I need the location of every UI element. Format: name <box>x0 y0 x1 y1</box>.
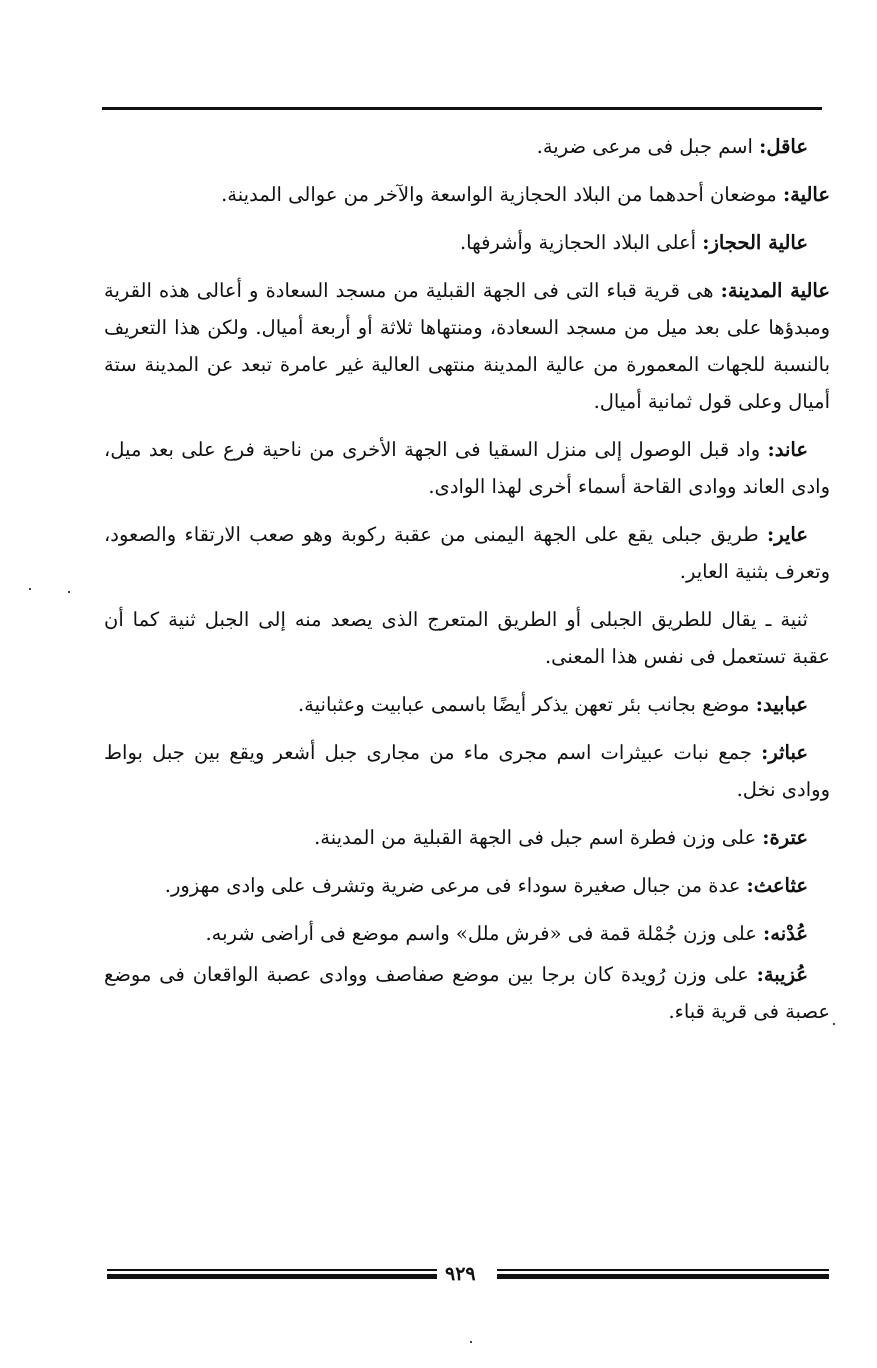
footer-rule-thin <box>107 1269 437 1271</box>
entry-anid <box>104 431 830 505</box>
scan-speck <box>68 591 70 593</box>
entry-athaith <box>104 867 830 904</box>
entry-definition: عدة من جبال صغيرة سوداء فى مرعى ضرية وتشرف على وادى مهزور. <box>164 874 747 897</box>
entry-aliyat-al-hijaz <box>104 224 830 261</box>
page-body <box>104 128 830 1041</box>
scan-speck <box>470 1341 472 1343</box>
entry-uzayba <box>104 956 830 1030</box>
entry-definition: موضع بجانب بئر تعهن يذكر أيضًا باسمى عبابيت وعثبانية. <box>297 693 756 716</box>
entry-definition: على وزن جُمْلة قمة فى «فرش ملل» واسم موضع فى أراضى شربه. <box>205 922 764 945</box>
entry-itra <box>104 819 830 856</box>
entry-definition: أعلى البلاد الحجازية وأشرفها. <box>459 231 703 254</box>
entry-term: عاقل: <box>759 135 808 158</box>
page-footer <box>107 1262 829 1286</box>
page-number: ٩٢٩ <box>445 1263 476 1285</box>
entry-term: عاند: <box>767 438 808 461</box>
entry-term: عترة: <box>762 826 808 849</box>
entry-definition: هى قرية قباء التى فى الجهة القبلية من مسجد السعادة و أعالى هذه القرية ومبدؤها على بعد ميل من مسجد السعادة، ومنتهاها ثلاثة أو أربعة أميال. ولكن هذا التعريف بالنسبة للجهات المعمورة من عالية المدينة منتهى العالية غير عامرة تبعد عن المدينة ستة أميال وعلى قول ثمانية أميال. <box>104 279 830 413</box>
entry-thaniya-note <box>104 601 830 675</box>
scan-speck <box>833 1023 835 1025</box>
entry-aqil <box>104 128 830 165</box>
entry-definition: اسم جبل فى مرعى ضرية. <box>536 135 760 158</box>
header-rule <box>102 107 822 110</box>
footer-rule-thin <box>497 1269 829 1271</box>
entry-term: عُزيبة: <box>756 963 808 986</box>
entry-definition: موضعان أحدهما من البلاد الحجازية الواسعة والآخر من عوالى المدينة. <box>221 183 783 206</box>
entry-udna <box>104 915 830 952</box>
entry-term: عبابيد: <box>755 693 808 716</box>
entry-aliya <box>104 176 830 213</box>
entry-ayir <box>104 516 830 590</box>
entry-term: عالية الحجاز: <box>702 231 808 254</box>
entry-ababid <box>104 686 830 723</box>
entry-definition: طريق جبلى يقع على الجهة اليمنى من عقبة ركوبة وهو صعب الارتقاء والصعود، وتعرف بثنية العاير. <box>104 523 830 583</box>
entry-term: عباثر: <box>761 741 808 764</box>
entry-term: عالية: <box>782 183 830 206</box>
entry-definition: على وزن فطرة اسم جبل فى الجهة القبلية من المدينة. <box>314 826 763 849</box>
entry-term: عاير: <box>767 523 808 546</box>
entry-definition: واد قبل الوصول إلى منزل السقيا فى الجهة الأخرى من ناحية فرع على بعد ميل، وادى العاند ووادى القاحة أسماء أخرى لهذا الوادى. <box>104 438 830 498</box>
entry-term: عالية المدينة: <box>720 279 830 302</box>
scan-speck <box>29 588 31 590</box>
entry-aliyat-al-madina <box>104 272 830 420</box>
entry-definition: ثنية ـ يقال للطريق الجبلى أو الطريق المتعرج الذى يصعد منه إلى الجبل ثنية كما أن عقبة تستعمل فى نفس هذا المعنى. <box>104 608 830 668</box>
entry-definition: جمع نبات عبيثرات اسم مجرى ماء من مجارى جبل أشعر ويقع بين جبل بواط ووادى نخل. <box>104 741 830 801</box>
entry-term: عثاعث: <box>746 874 808 897</box>
entry-term: عُدْنه: <box>763 922 808 945</box>
entry-abathir <box>104 734 830 808</box>
footer-rule-thick <box>497 1274 829 1279</box>
footer-rule-thick <box>107 1274 437 1279</box>
entry-definition: على وزن رُويدة كان برجا بين موضع صفاصف ووادى عصبة الواقعان فى موضع عصبة فى قرية قباء. <box>104 963 830 1023</box>
footer-rule-left <box>107 1267 437 1281</box>
footer-rule-right <box>497 1267 829 1281</box>
